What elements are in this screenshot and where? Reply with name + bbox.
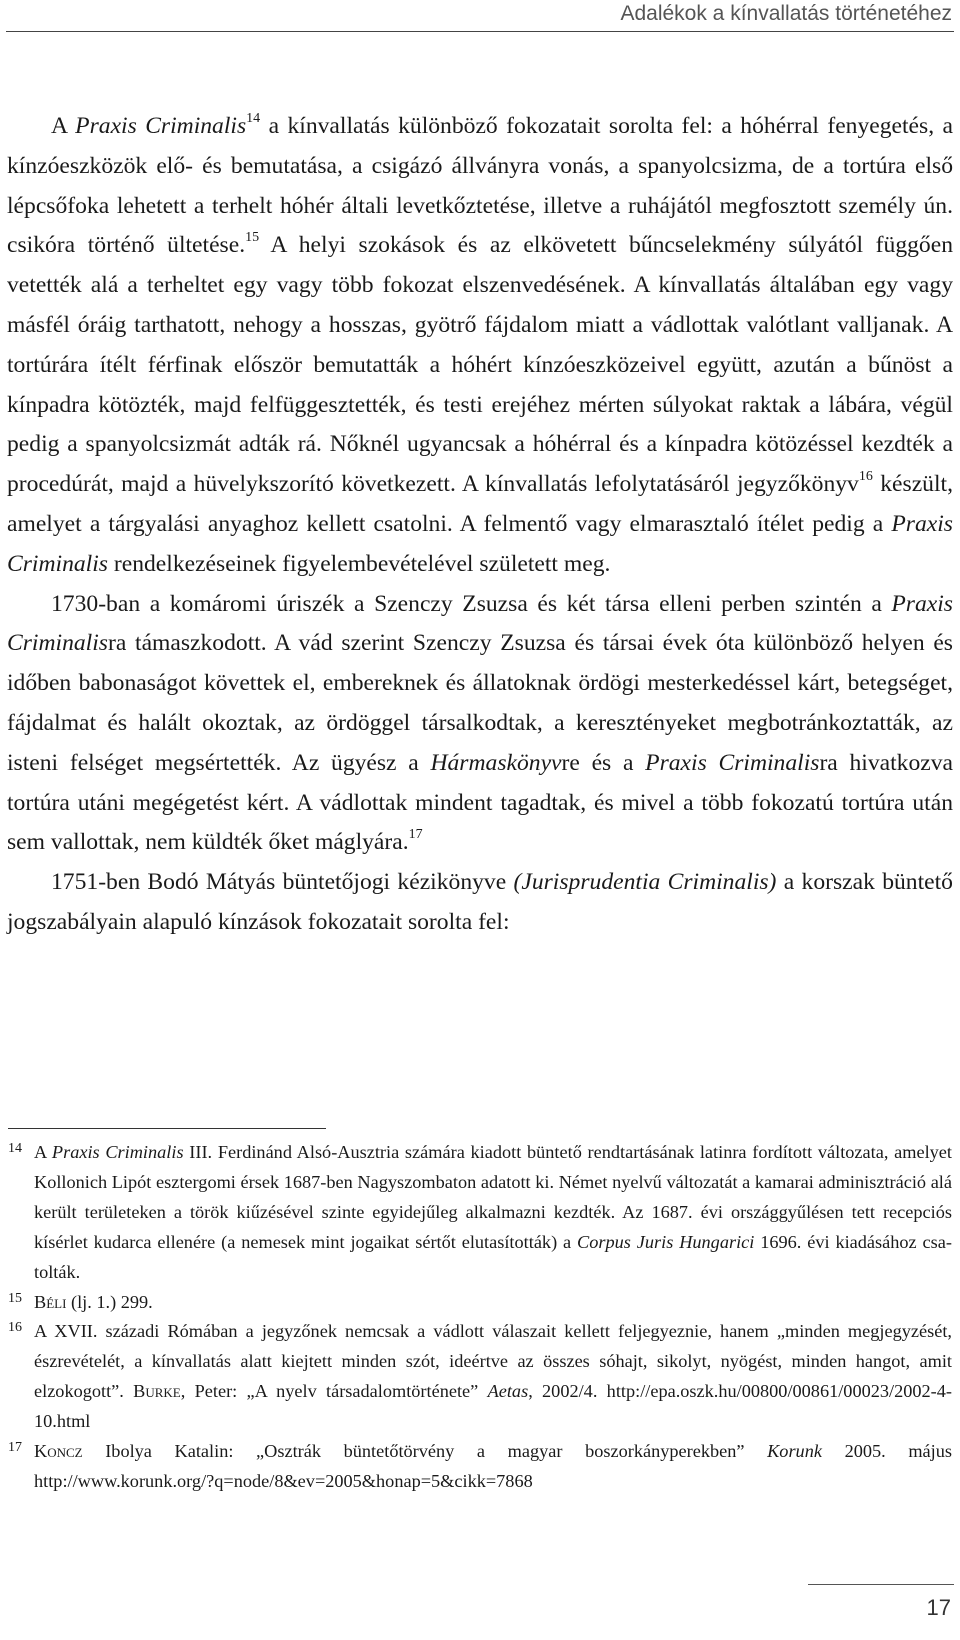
italic-text: Aetas — [487, 1381, 529, 1402]
italic-text: Praxis Criminalis — [645, 749, 820, 776]
page-number: 17 — [926, 1595, 951, 1620]
paragraph-3: 1751-ben Bodó Mátyás büntetőjogi kézikönyve (Jurisprudentia Criminalis) a korszak büntető jogszabályain alapuló kínzások fokozatait sorolta fel: — [7, 869, 953, 935]
author-name: Béli — [34, 1291, 67, 1312]
italic-text: Praxis Criminalis — [75, 113, 247, 139]
italic-text: Praxis Criminalis — [51, 1142, 184, 1162]
italic-text: (Jurisprudentia Criminalis) — [513, 869, 777, 896]
footnote-text: Béli (lj. 1.) 299. — [34, 1291, 153, 1312]
author-name: Koncz — [34, 1441, 83, 1462]
footnotes — [8, 1138, 952, 1497]
footnote-number: 17 — [8, 1440, 22, 1456]
footnote-ref: 17 — [408, 827, 423, 843]
running-head: Adalékok a kínvallatás történetéhez — [620, 2, 952, 25]
italic-text: Praxis Criminalis — [7, 510, 953, 577]
footnote — [8, 1317, 952, 1437]
italic-text: Praxis Criminalis — [7, 590, 953, 657]
footnote — [8, 1288, 952, 1318]
body-text — [7, 107, 953, 943]
paragraph-2: 1730-ban a komáromi úriszék a Szenczy Zsuzsa és két társa elleni perben szintén a Praxis Criminalisra támaszkodott. A vád szerint Szenczy Zsuzsa és társai évek óta különböző helyen és időben babonaságot követtek el, embereknek és állatoknak ördögi mesterkedéssel kárt, betegséget, fájdalmat és halált okoztak, az ördöggel társalkodtak, a keresztényeket megbotránkoztatták, az isteni felséget megsértették. Az ügyész a Hármaskönyvre és a Praxis Criminalisra hivatkozva tortúra utáni megégetést kért. A vádlottak mindent tagadtak, és mivel a több fokozatú tortúra után sem vallottak, nem küldték őket máglyára.$^{17}$ — [7, 590, 954, 856]
header-rule — [6, 31, 954, 32]
footnote-text: A Praxis Criminalis III. Ferdinánd Alsó-Ausztria számára kiadott büntető rendtartásának latinra fordított változata, amelyet Kollonich Lipót esztergomi érsek 1687-ben Nagyszombaton adatott ki. Német nyelvű változatát a kamarai adminisztráció alá került területeken a török kiűzésével szinte egyidejűleg alkalmazni kezdték. Az 1687. évi országgyűlésen tett recepciós kísérlet kudarca ellenére (a nemesek mint jogaikat sértőt elutasították) a Corpus Juris Hungarici 1696. évi kiadásához csatolták. — [34, 1142, 952, 1282]
footnote — [8, 1138, 952, 1288]
footnote-text: A XVII. századi Rómában a jegyzőnek nemcsak a vádlott válaszait kellett feljegyeznie, hanem „minden megjegyzését, észrevételét, a kínvallatás alatt kiejtett minden szót, ideértve az összes sóhajt, sikolyt, nyögést, minden hangot, amit elzokogott”. Burke, Peter: „A nyelv társadalomtörténete” Aetas, 2002/4. http://epa.oszk.hu/00800/00861/00023/2002-4-10.html — [34, 1321, 952, 1432]
footnote-number: 15 — [8, 1290, 22, 1306]
page-number-rule — [808, 1584, 954, 1585]
author-name: Burke — [133, 1381, 181, 1402]
footnote-number: 16 — [8, 1320, 22, 1336]
footnote-number: 14 — [8, 1141, 22, 1156]
footnote-ref: 15 — [245, 230, 260, 246]
footnote-rule — [8, 1128, 326, 1129]
italic-text: Korunk — [767, 1441, 822, 1462]
italic-text: Corpus Juris Hungarici — [577, 1231, 755, 1252]
footnote — [8, 1437, 952, 1497]
footnote-ref: 16 — [858, 469, 873, 485]
paragraph-1: A Praxis Criminalis$^{14}$ a kínvallatás különböző fokozatait sorolta fel: a hóhérral fenyegetés, a kínzóeszközök elő- és bemutatása, a csigázó állványra vonás, a spanyolcsizma, de a tortúra első lépcsőfoka lehetett a terhelt hóhér általi levetkőztetése, illetve a ruhájától megfosztott személy ún. csikóra történő ültetése.$^{15}$ A helyi szokások és az elkövetett bűncselekmény súlyától függően vetették alá a terheltet egy vagy több fokozat elszenvedésének. A kínvallatás általában egy vagy másfél óráig tarthatott, nehogy a hosszas, gyötrő fájdalom miatt a vádlottak valótlant valljanak. A tortúrára ítélt férfinak először bemutatták a hóhért kínzóeszközeivel együtt, azután a bűnöst a kínpadra kötözték, majd felfüggesztették, és testi erejéhez mérten súlyokat raktak a lábára, végül pedig a spanyolcsizmát adták rá. Nőknél ugyancsak a hóhérral és a kínpadra kötözéssel kezdték a procedúrát, majd a hüvelykszorító következett. A kínvallatás lefolytatásáról jegyzőkönyv$^{16}$ készült, amelyet a tárgyalási anyaghoz kellett csatolni. A felmentő vagy elmarasztaló ítélet pedig a Praxis Criminalis rendelkezéseinek figyelembevételével született meg. — [7, 111, 954, 577]
footnote-text: Koncz Ibolya Katalin: „Osztrák büntetőtörvény a magyar boszorkányperekben” Korunk 2005. május http://www.korunk.org/?q=node/8&ev=2005&honap=5&cikk=7868 — [34, 1441, 952, 1491]
footnote-ref: 14 — [246, 111, 261, 126]
italic-text: Hármaskönyv — [430, 749, 562, 776]
